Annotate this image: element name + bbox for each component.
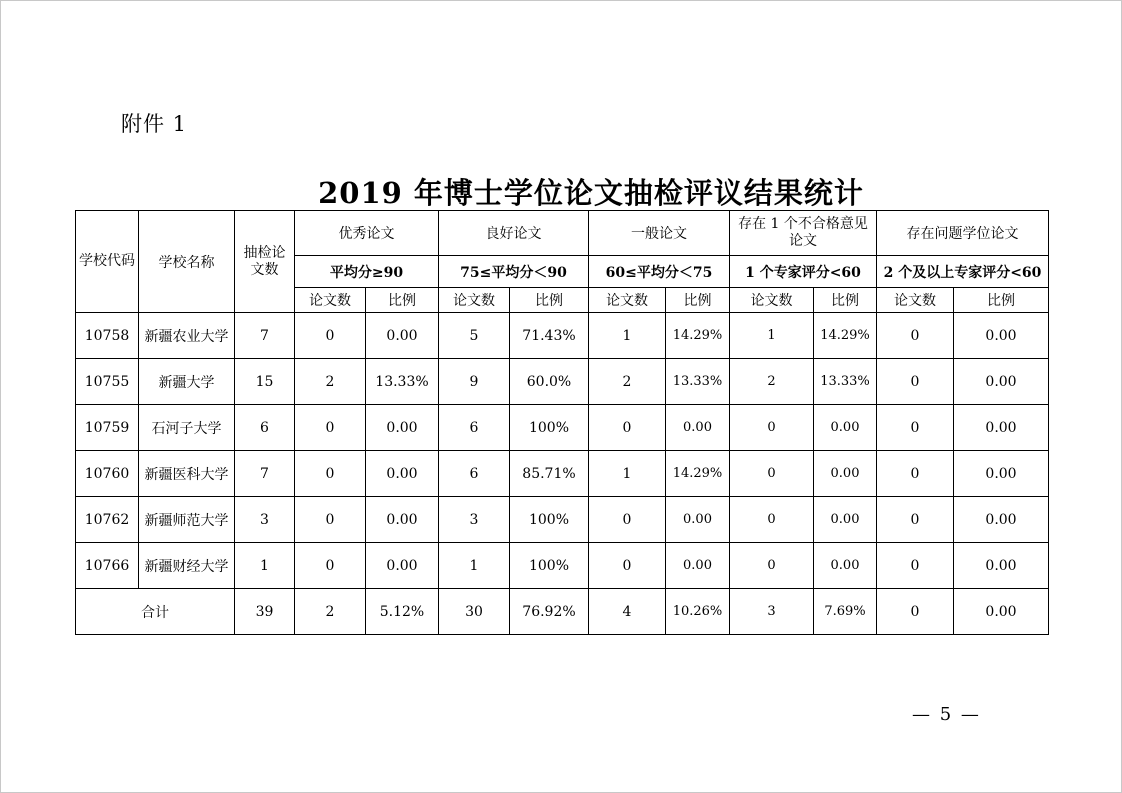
good-count: 6 (439, 405, 510, 451)
sampled-count: 1 (235, 543, 295, 589)
subheader-ratio: 比例 (814, 288, 877, 313)
table-row (76, 313, 1049, 359)
total-average-ratio: 10.26% (666, 589, 730, 635)
average-count: 0 (589, 405, 666, 451)
good-count: 5 (439, 313, 510, 359)
total-problem-ratio: 0.00 (954, 589, 1049, 635)
school-code: 10760 (76, 451, 139, 497)
excellent-count: 0 (295, 313, 366, 359)
excellent-ratio: 0.00 (366, 313, 439, 359)
one-failing-ratio: 0.00 (814, 497, 877, 543)
average-count: 0 (589, 543, 666, 589)
one-failing-ratio: 13.33% (814, 359, 877, 405)
sampled-count: 6 (235, 405, 295, 451)
school-name: 新疆大学 (139, 359, 235, 405)
total-one-failing-count: 3 (730, 589, 814, 635)
problem-ratio: 0.00 (954, 313, 1049, 359)
one-failing-ratio: 0.00 (814, 451, 877, 497)
header-sampled-count: 抽检论文数 (235, 211, 295, 313)
average-count: 0 (589, 497, 666, 543)
school-name: 新疆师范大学 (139, 497, 235, 543)
one-failing-ratio: 14.29% (814, 313, 877, 359)
table-row (76, 359, 1049, 405)
one-failing-count: 2 (730, 359, 814, 405)
good-count: 1 (439, 543, 510, 589)
good-ratio: 85.71% (510, 451, 589, 497)
subheader-count: 论文数 (730, 288, 814, 313)
total-one-failing-ratio: 7.69% (814, 589, 877, 635)
problem-ratio: 0.00 (954, 405, 1049, 451)
excellent-ratio: 0.00 (366, 405, 439, 451)
total-label: 合计 (76, 589, 235, 635)
subheader-ratio: 比例 (366, 288, 439, 313)
good-count: 6 (439, 451, 510, 497)
school-code: 10758 (76, 313, 139, 359)
one-failing-count: 0 (730, 497, 814, 543)
subheader-ratio: 比例 (666, 288, 730, 313)
total-sampled-count: 39 (235, 589, 295, 635)
excellent-ratio: 0.00 (366, 543, 439, 589)
total-row (76, 589, 1049, 635)
subheader-count: 论文数 (295, 288, 366, 313)
one-failing-count: 0 (730, 543, 814, 589)
excellent-count: 0 (295, 405, 366, 451)
one-failing-count: 0 (730, 451, 814, 497)
subheader-count: 论文数 (439, 288, 510, 313)
average-ratio: 14.29% (666, 313, 730, 359)
good-ratio: 60.0% (510, 359, 589, 405)
total-excellent-count: 2 (295, 589, 366, 635)
header-row-groups (76, 211, 1049, 256)
statistics-table (75, 210, 1049, 635)
school-code: 10755 (76, 359, 139, 405)
excellent-count: 0 (295, 543, 366, 589)
problem-count: 0 (877, 313, 954, 359)
good-ratio: 71.43% (510, 313, 589, 359)
sampled-count: 15 (235, 359, 295, 405)
problem-count: 0 (877, 497, 954, 543)
one-failing-ratio: 0.00 (814, 405, 877, 451)
problem-ratio: 0.00 (954, 451, 1049, 497)
school-code: 10759 (76, 405, 139, 451)
subheader-ratio: 比例 (510, 288, 589, 313)
excellent-count: 0 (295, 451, 366, 497)
average-count: 1 (589, 313, 666, 359)
one-failing-count: 1 (730, 313, 814, 359)
table-row (76, 451, 1049, 497)
excellent-ratio: 13.33% (366, 359, 439, 405)
subheader-ratio: 比例 (954, 288, 1049, 313)
excellent-count: 0 (295, 497, 366, 543)
one-failing-ratio: 0.00 (814, 543, 877, 589)
good-count: 3 (439, 497, 510, 543)
criterion-excellent: 平均分≥90 (295, 256, 439, 288)
total-average-count: 4 (589, 589, 666, 635)
average-ratio: 14.29% (666, 451, 730, 497)
sampled-count: 7 (235, 451, 295, 497)
average-ratio: 0.00 (666, 543, 730, 589)
criterion-average: 60≤平均分＜75 (589, 256, 730, 288)
header-group-problem: 存在问题学位论文 (877, 211, 1049, 256)
table-row (76, 405, 1049, 451)
total-good-count: 30 (439, 589, 510, 635)
average-ratio: 13.33% (666, 359, 730, 405)
table-row (76, 497, 1049, 543)
one-failing-count: 0 (730, 405, 814, 451)
good-count: 9 (439, 359, 510, 405)
average-count: 1 (589, 451, 666, 497)
total-good-ratio: 76.92% (510, 589, 589, 635)
problem-ratio: 0.00 (954, 543, 1049, 589)
school-name: 新疆财经大学 (139, 543, 235, 589)
school-name: 新疆医科大学 (139, 451, 235, 497)
problem-count: 0 (877, 543, 954, 589)
header-school-name: 学校名称 (139, 211, 235, 313)
sampled-count: 7 (235, 313, 295, 359)
header-group-one-failing: 存在 1 个不合格意见论文 (730, 211, 877, 256)
problem-count: 0 (877, 359, 954, 405)
excellent-ratio: 0.00 (366, 451, 439, 497)
average-count: 2 (589, 359, 666, 405)
page-title: 2019 年博士学位论文抽检评议结果统计 (318, 176, 864, 210)
total-problem-count: 0 (877, 589, 954, 635)
excellent-count: 2 (295, 359, 366, 405)
problem-ratio: 0.00 (954, 497, 1049, 543)
school-code: 10762 (76, 497, 139, 543)
total-excellent-ratio: 5.12% (366, 589, 439, 635)
header-school-code: 学校代码 (76, 211, 139, 313)
problem-count: 0 (877, 451, 954, 497)
criterion-one-failing: 1 个专家评分<60 (730, 256, 877, 288)
criterion-problem: 2 个及以上专家评分<60 (877, 256, 1049, 288)
header-group-good: 良好论文 (439, 211, 589, 256)
table-row (76, 543, 1049, 589)
school-name: 新疆农业大学 (139, 313, 235, 359)
good-ratio: 100% (510, 405, 589, 451)
average-ratio: 0.00 (666, 405, 730, 451)
problem-ratio: 0.00 (954, 359, 1049, 405)
sampled-count: 3 (235, 497, 295, 543)
problem-count: 0 (877, 405, 954, 451)
header-group-excellent: 优秀论文 (295, 211, 439, 256)
good-ratio: 100% (510, 497, 589, 543)
school-code: 10766 (76, 543, 139, 589)
excellent-ratio: 0.00 (366, 497, 439, 543)
good-ratio: 100% (510, 543, 589, 589)
average-ratio: 0.00 (666, 497, 730, 543)
subheader-count: 论文数 (877, 288, 954, 313)
attachment-label: 附件 1 (121, 112, 188, 136)
criterion-good: 75≤平均分＜90 (439, 256, 589, 288)
header-group-average: 一般论文 (589, 211, 730, 256)
school-name: 石河子大学 (139, 405, 235, 451)
page-number: — 5 — (912, 704, 981, 725)
subheader-count: 论文数 (589, 288, 666, 313)
